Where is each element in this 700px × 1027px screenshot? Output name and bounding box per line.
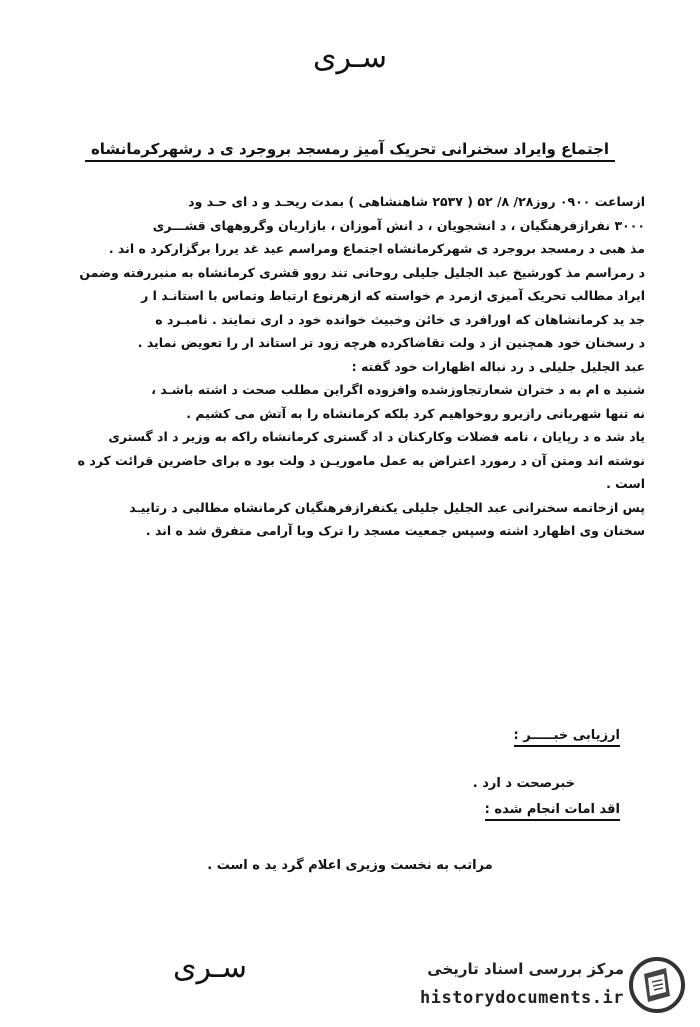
- classification-mark-top: سـرى: [313, 40, 387, 75]
- document-body: [60, 190, 645, 543]
- document-title: [0, 140, 700, 158]
- body-line-7: د رسخنان خود همچنين از د ولت تقاضاکرده هرچه زود تر استاند ار را تعويض نمايد .: [137, 335, 645, 350]
- body-line-10: نه تنها شهربانی رازيرو روخواهيم کرد بلکه کرمانشاه را به آتش می کشيم .: [186, 405, 645, 421]
- body-line-11: ياد شد ه د رپايان ، نامه فضلات وکارکنان د اد گستری کرمانشاه راکه به وزير د اد گستری: [108, 429, 645, 444]
- body-line-13: است .: [606, 476, 645, 491]
- document-title-text: اجتماع وايراد سخنرانی تحريک آميز رمسجد بروجرد ی د رشهرکرمانشاه: [85, 140, 615, 162]
- body-line-3: مذ هبی د رمسجد بروجرد ی شهرکرمانشاه اجتماع ومراسم عيد غد يررا برگزارکرد ه اند .: [108, 241, 645, 256]
- watermark-org-name: مرکز بررسی اسناد تاريخی: [427, 960, 624, 978]
- body-line-9: شنيد ه ام به د ختران شعارتجاوزشده وافزوده اگراين مطلب صحت د اشته باشـد ،: [151, 382, 645, 397]
- watermark-stamp: [418, 950, 688, 1022]
- body-line-8: عبد الجليل جليلی د رد نباله اظهارات خود گفته :: [351, 358, 645, 374]
- evaluation-value: خبرصحت د ارد .: [472, 776, 575, 791]
- actions-value: مراتب به نخست وزيری اعلام گرد يد ه است .: [207, 858, 493, 873]
- archive-logo-icon: [628, 956, 686, 1014]
- evaluation-label-text: ارزيابی خبـــــر :: [514, 728, 620, 747]
- body-line-4: د رمراسم مذ کورشيخ عبد الجليل جليلی روحانی تند روو قشری کرمانشاه به منبررفته وضمن: [79, 264, 645, 280]
- body-line-5: ايراد مطالب تحريک آميزی ازمرد م خواسته که ازهرنوع ارتباط وتماس با استانـد ا ر: [141, 288, 645, 303]
- actions-label: [485, 802, 620, 817]
- body-line-6: جد يد کرمانشاهان که اورافرد ی خائن وخبيث خوانده خود د اری نمايند . نامبـرد ه: [155, 311, 645, 327]
- classification-mark-bottom: سـرى: [173, 950, 247, 985]
- body-line-2: ۳۰۰۰ نفرازفرهنگيان ، د انشجويان ، د انش آموزان ، بازاريان وگروههای قشـــری: [152, 217, 645, 233]
- evaluation-label: [514, 728, 620, 743]
- body-line-1: ازساعت ۰۹۰۰ روز۲۸/ ۸/ ۵۲ ( ۲۵۳۷ شاهنشاهى ) بمدت ريحـد و د ای حـد ود: [188, 194, 645, 209]
- body-line-15: سخنان وی اظهارد اشته وسپس جمعيت مسجد را ترک وبا آرامی متفرق شد ه اند .: [145, 523, 645, 538]
- body-line-14: پس ازخاتمه سخنرانی عبد الجليل جليلی يکنفرازفرهنگيان کرمانشاه مطالبی د رتاييـد: [129, 499, 645, 515]
- actions-label-text: اقد امات انجام شده :: [485, 802, 620, 821]
- watermark-url: historydocuments.ir: [420, 988, 624, 1008]
- body-line-12: نوشته اند ومتن آن د رمورد اعتراض به عمل ماموريـن د ولت بود ه برای حاضرين قرائت کرد ه: [77, 452, 645, 468]
